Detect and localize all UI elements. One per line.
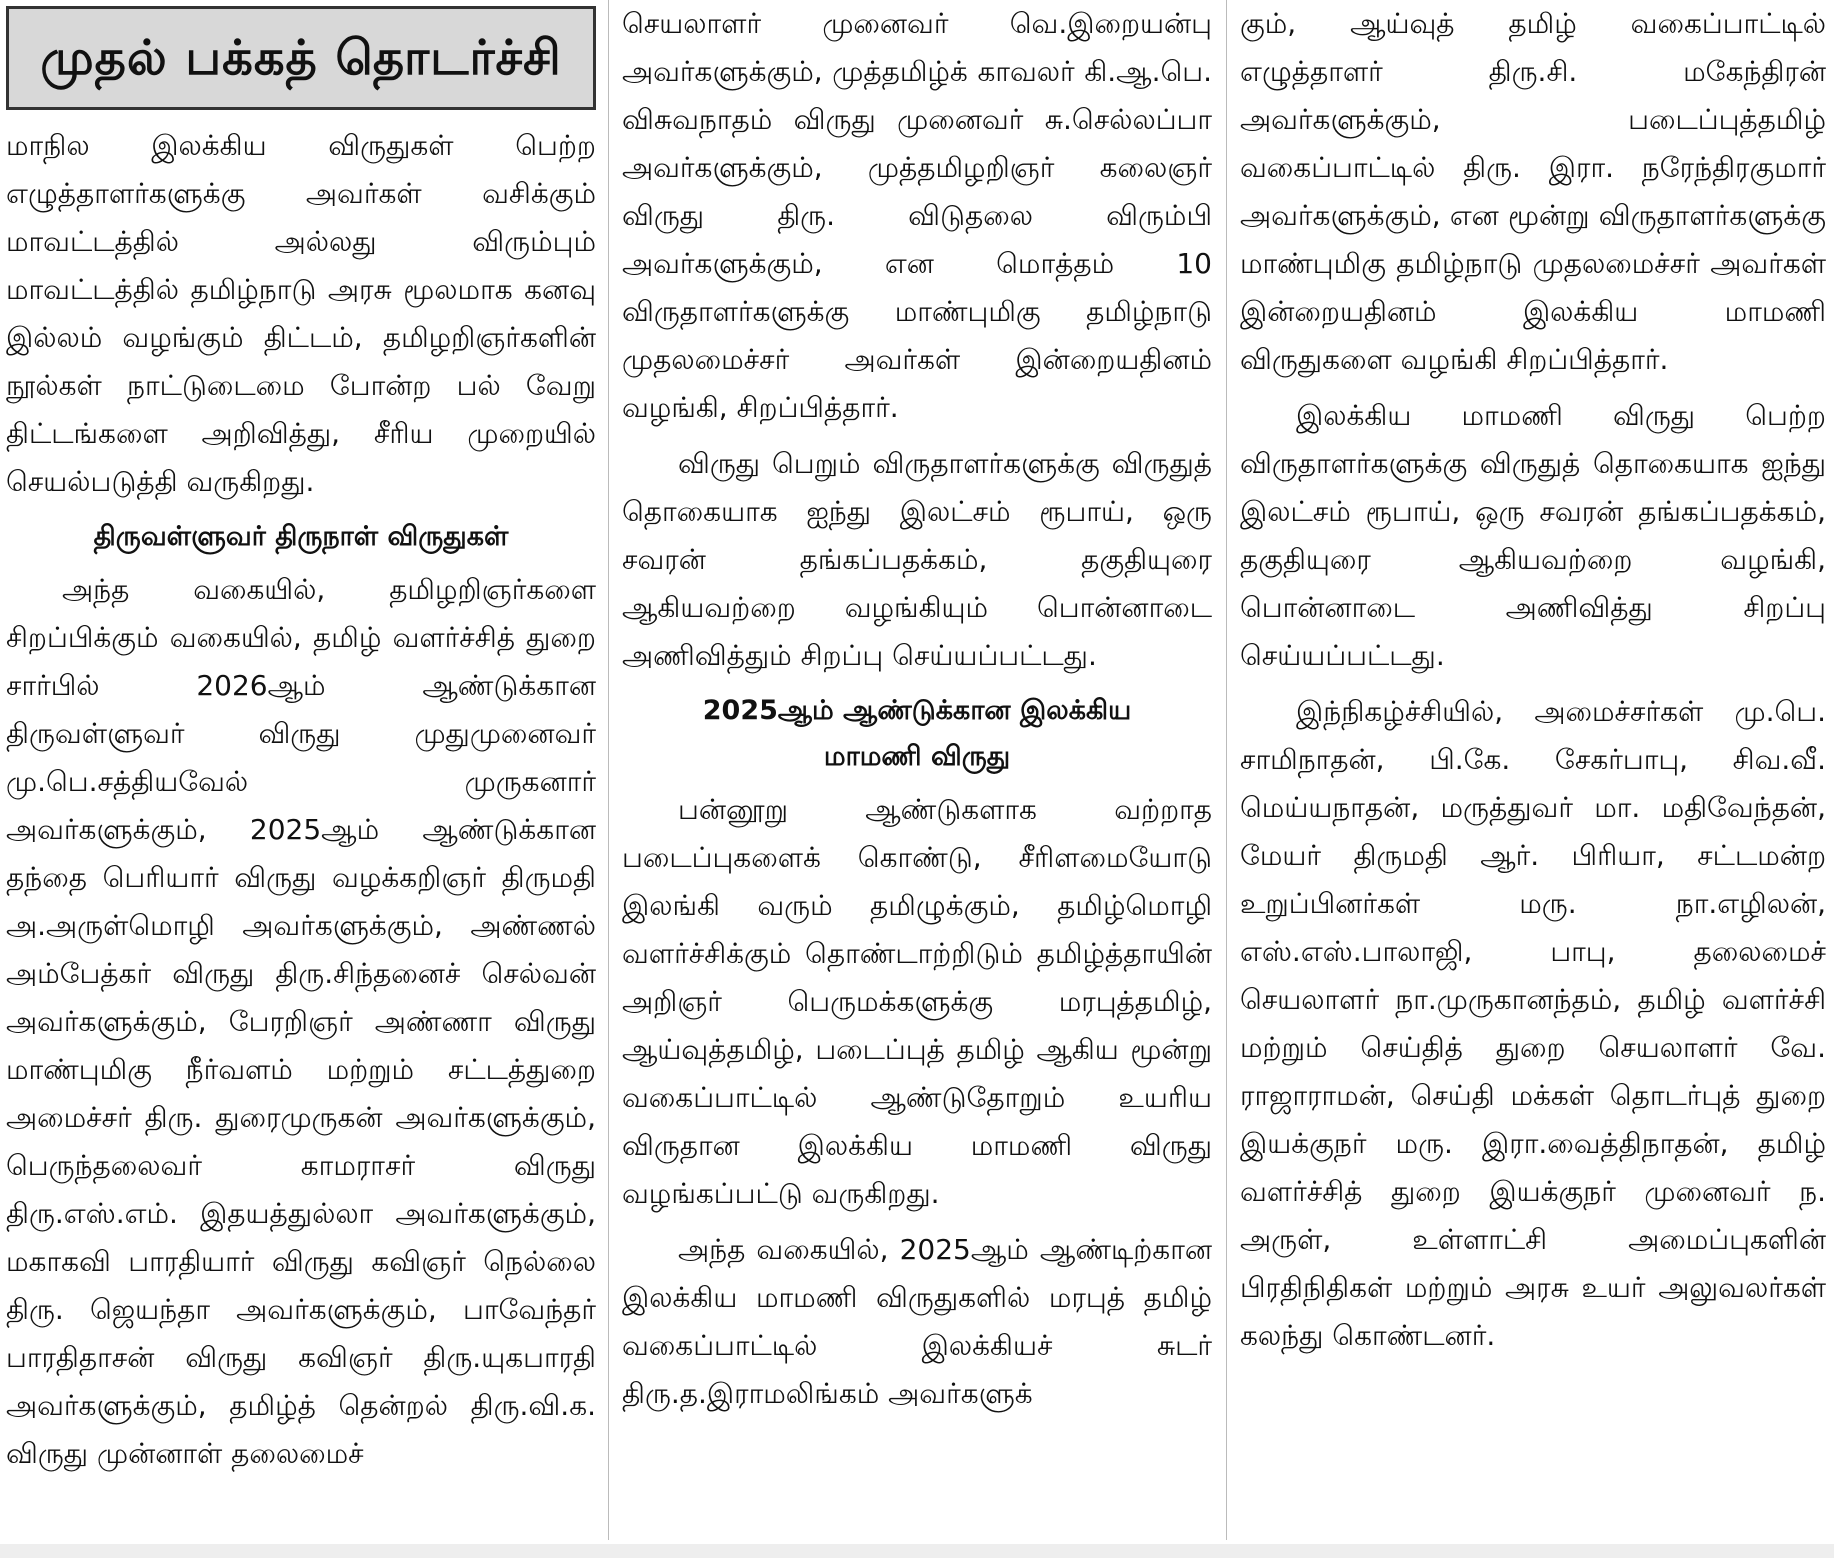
article-column-1 (6, 0, 596, 1486)
paragraph: அந்த வகையில், 2025ஆம் ஆண்டிற்கான இலக்கிய மாமணி விருதுகளில் மரபுத் தமிழ் வகைப்பாட்டில் இலக்கியச் சுடர் திரு.த.இராமலிங்கம் அவர்களுக் (622, 1233, 1212, 1410)
paragraph: இந்நிகழ்ச்சியில், அமைச்சர்கள் மு.பெ. சாமிநாதன், பி.கே. சேகர்பாபு, சிவ.வீ. மெய்யநாதன், மருத்துவர் மா. மதிவேந்தன், மேயர் திருமதி ஆர். பிரியா, சட்டமன்ற உறுப்பினர்கள் மரு. நா.எழிலன், எஸ்.எஸ்.பாலாஜி, பாபு, தலைமைச் செயலாளர் நா.முருகானந்தம், தமிழ் வளர்ச்சி மற்றும் செய்தித் துறை செயலாளர் வே. ராஜாராமன், செய்தி மக்கள் தொடர்புத் துறை இயக்குநர் மரு. இரா.வைத்திநாதன், தமிழ் வளர்ச்சித் துறை இயக்குநர் முனைவர் ந. அருள், உள்ளாட்சி அமைப்புகளின் பிரதிநிதிகள் மற்றும் அரசு உயர் அலுவலர்கள் கலந்து கொண்டனர். (1240, 695, 1826, 1352)
subheading: திருவள்ளுவர் திருநாள் விருதுகள் (93, 521, 509, 552)
column-rule (608, 0, 609, 1540)
paragraph: செயலாளர் முனைவர் வெ.இறையன்பு அவர்களுக்கும், முத்தமிழ்க் காவலர் கி.ஆ.பெ. விசுவநாதம் விருது முனைவர் சு.செல்லப்பா அவர்களுக்கும், முத்தமிழறிஞர் கலைஞர் விருது திரு. விடுதலை விரும்பி அவர்களுக்கும், என மொத்தம் 10 விருதாளர்களுக்கு மாண்புமிகு தமிழ்நாடு முதலமைச்சர் அவர்கள் இன்றையதினம் வழங்கி, சிறப்பித்தார். (622, 7, 1212, 424)
subheading-line: 2025ஆம் ஆண்டுக்கான இலக்கிய (702, 695, 1132, 726)
subheading (622, 688, 1212, 780)
continuation-banner: முதல் பக்கத் தொடர்ச்சி (6, 6, 596, 110)
paragraph: பன்னூறு ஆண்டுகளாக வற்றாத படைப்புகளைக் கொண்டு, சீரிளமையோடு இலங்கி வரும் தமிழுக்கும், தமிழ்மொழி வளர்ச்சிக்கும் தொண்டாற்றிடும் தமிழ்த்தாயின் அறிஞர் பெருமக்களுக்கு மரபுத்தமிழ், ஆய்வுத்தமிழ், படைப்புத் தமிழ் ஆகிய மூன்று வகைப்பாட்டில் ஆண்டுதோறும் உயரிய விருதான இலக்கிய மாமணி விருது வழங்கப்பட்டு வருகிறது. (622, 793, 1212, 1210)
column-rule (1226, 0, 1227, 1540)
paragraph: மாநில இலக்கிய விருதுகள் பெற்ற எழுத்தாளர்களுக்கு அவர்கள் வசிக்கும் மாவட்டத்தில் அல்லது விரும்பும் மாவட்டத்தில் தமிழ்நாடு அரசு மூலமாக கனவு இல்லம் வழங்கும் திட்டம், தமிழறிஞர்களின் நூல்கள் நாட்டுடைமை போன்ற பல் வேறு திட்டங்களை அறிவித்து, சீரிய முறையில் செயல்படுத்தி வருகிறது. (6, 129, 596, 498)
article-column-2 (622, 0, 1212, 1426)
article-column-3 (1240, 0, 1826, 1368)
paragraph: விருது பெறும் விருதாளர்களுக்கு விருதுத் தொகையாக ஐந்து இலட்சம் ரூபாய், ஒரு சவரன் தங்கப்பதக்கம், தகுதியுரை ஆகியவற்றை வழங்கியும் பொன்னாடை அணிவித்தும் சிறப்பு செய்யப்பட்டது. (622, 447, 1212, 672)
page-bottom-edge (0, 1544, 1834, 1558)
paragraph: இலக்கிய மாமணி விருது பெற்ற விருதாளர்களுக்கு விருதுத் தொகையாக ஐந்து இலட்சம் ரூபாய், ஒரு சவரன் தங்கப்பதக்கம், தகுதியுரை ஆகியவற்றை வழங்கி, பொன்னாடை அணிவித்து சிறப்பு செய்யப்பட்டது. (1240, 399, 1826, 672)
paragraph: கும், ஆய்வுத் தமிழ் வகைப்பாட்டில் எழுத்தாளர் திரு.சி. மகேந்திரன் அவர்களுக்கும், படைப்புத்தமிழ் வகைப்பாட்டில் திரு. இரா. நரேந்திரகுமார் அவர்களுக்கும், என மூன்று விருதாளர்களுக்கு மாண்புமிகு தமிழ்நாடு முதலமைச்சர் அவர்கள் இன்றையதினம் இலக்கிய மாமணி விருதுகளை வழங்கி சிறப்பித்தார். (1240, 7, 1826, 376)
paragraph: அந்த வகையில், தமிழறிஞர்களை சிறப்பிக்கும் வகையில், தமிழ் வளர்ச்சித் துறை சார்பில் 2026ஆம் ஆண்டுக்கான திருவள்ளுவர் விருது முதுமுனைவர் மு.பெ.சத்தியவேல் முருகனார் அவர்களுக்கும், 2025ஆம் ஆண்டுக்கான தந்தை பெரியார் விருது வழக்கறிஞர் திருமதி அ.அருள்மொழி அவர்களுக்கும், அண்ணல் அம்பேத்கர் விருது திரு.சிந்தனைச் செல்வன் அவர்களுக்கும், பேரறிஞர் அண்ணா விருது மாண்புமிகு நீர்வளம் மற்றும் சட்டத்துறை அமைச்சர் திரு. துரைமுருகன் அவர்களுக்கும், பெருந்தலைவர் காமராசர் விருது திரு.எஸ்.எம். இதயத்துல்லா அவர்களுக்கும், மகாகவி பாரதியார் விருது கவிஞர் நெல்லை திரு. ஜெயந்தா அவர்களுக்கும், பாவேந்தர் பாரதிதாசன் விருது கவிஞர் திரு.யுகபாரதி அவர்களுக்கும், தமிழ்த் தென்றல் திரு.வி.க. விருது முன்னாள் தலைமைச் (6, 573, 596, 1470)
subheading-line: மாமணி விருது (823, 741, 1011, 772)
